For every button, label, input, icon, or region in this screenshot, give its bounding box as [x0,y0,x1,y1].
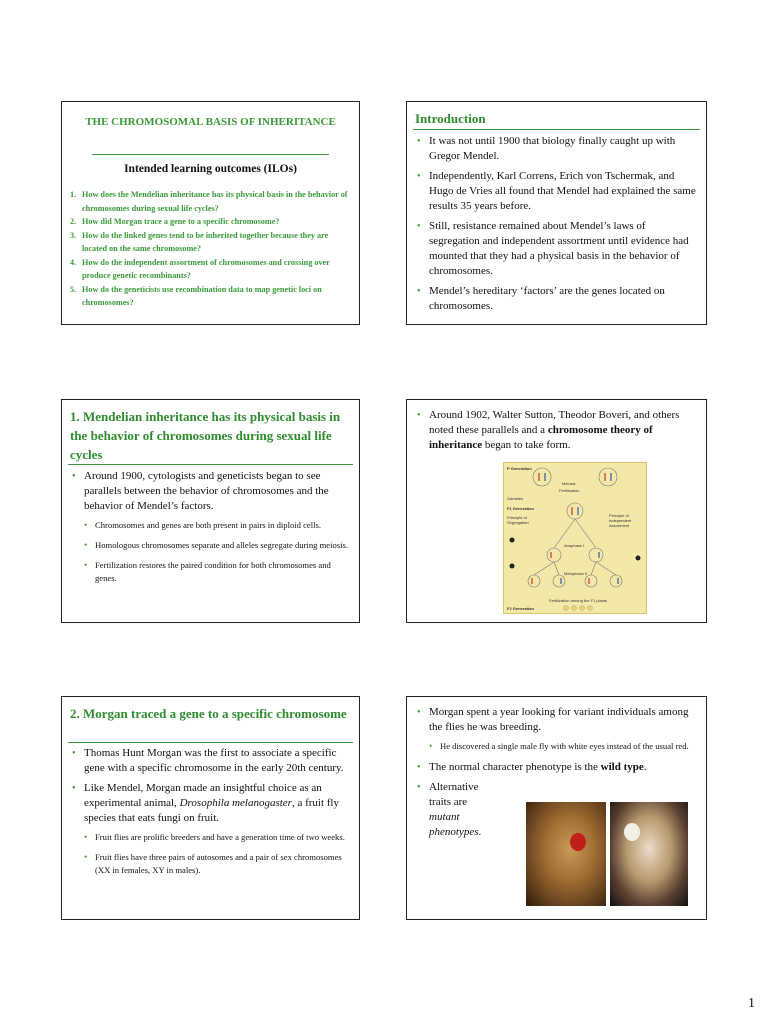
ilo-heading: Intended learning outcomes (ILOs) [124,163,297,175]
diagram-label: Gametes [507,496,524,501]
list-item: • Fruit flies are prolific breeders and have a generation time of two weeks. [84,831,351,844]
list-item: • Around 1900, cytologists and geneticists began to see parallels between the behavior of chromosomes and the behavior of Mendel’s factors. • Chromosomes and genes are both present in pairs in diploid cells. • Homologous chromosomes separate and alleles segregate during meiosis. • Fertilization restores the paired condition for both chromosomes and genes. [72,469,351,585]
diagram-label: Anaphase I [564,543,585,548]
slide-title: 2. Morgan traced a gene to a specific chromosome [70,706,347,721]
list-item: • Homologous chromosomes separate and alleles segregate during meiosis. [84,539,351,552]
divider [92,154,329,155]
sub-list [84,831,351,877]
diagram-label: F2 Generation [507,606,534,611]
list-item: • Alternative traits are mutant phenotypes. [417,780,499,840]
list-item: • He discovered a single male fly with white eyes instead of the usual red. [429,740,698,753]
diagram-label: F1 Generation [507,506,534,511]
slide-title: 1. Mendelian inheritance has its physical basis in the behavior of chromosomes during sexual life cycles [70,409,341,462]
chromosome-theory-diagram [503,462,647,614]
sub-list [84,519,351,585]
bullet-list [417,134,698,319]
divider [413,129,700,130]
slide-ilo [61,101,360,325]
list-item: • Mendel’s hereditary ‘factors’ are the genes located on chromosomes. [417,284,698,314]
bullet-list [72,746,351,884]
list-item: 2. How did Morgan trace a gene to a specific chromosome? [70,217,280,226]
list-item: • Still, resistance remained about Mendel’s laws of segregation and independent assortment until evidence had mounted that they had a physical basis in the behavior of chromosomes. [417,219,698,279]
list-item: • Independently, Karl Correns, Erich von Tschermak, and Hugo de Vries all found that Mendel had explained the same results 35 years before. [417,169,698,214]
divider [68,742,353,743]
diagram-label: Fertilization among the F1 plants [549,598,608,603]
list-item: 3. How do the linked genes tend to be inherited together because they are located on the same chromosome? [70,230,329,253]
slide-wild-type [406,696,707,920]
red-eyed-fly-photo [526,802,606,906]
ilo-list [70,188,353,310]
list-item: 1. How does the Mendelian inheritance has its physical basis in the behavior of chromosomes during sexual life cycles? [70,190,348,213]
slide-mendelian-basis [61,399,360,623]
list-item: • Thomas Hunt Morgan was the first to associate a specific gene with a specific chromosome in the early 20th century. [72,746,351,776]
page-number: 1 [748,996,755,1011]
sub-list [429,740,698,753]
slide-title: Introduction [415,111,486,126]
divider [68,464,353,465]
diagram-label: Principle of Segregation [507,515,529,525]
list-item: • The normal character phenotype is the wild type. [417,760,698,775]
list-item: • Around 1902, Walter Sutton, Theodor Boveri, and others noted these parallels and a chromosome theory of inheritance began to take form. [417,408,698,453]
diagram-artwork [504,463,646,613]
list-item: • Like Mendel, Morgan made an insightful choice as an experimental animal, Drosophila melanogaster, a fruit fly species that eats fungi on fruit. • Fruit flies are prolific breeders and have a generation time of two weeks. • Fruit flies have three pairs of autosomes and a pair of sex chromosomes (XX in females, XY in males). [72,781,351,877]
diagram-label: Metaphase II [564,571,588,576]
diagram-label: Meiosis [562,481,576,486]
list-item: 5. How do the geneticists use recombination data to map genetic loci on chromosomes? [70,284,322,307]
bullet-list [72,469,351,592]
diagram-label: P Generation [507,466,532,471]
list-item: • Fruit flies have three pairs of autosomes and a pair of sex chromosomes (XX in females, XY in males). [84,851,351,877]
list-item: • Chromosomes and genes are both present in pairs in diploid cells. [84,519,351,532]
list-item: • It was not until 1900 that biology finally caught up with Gregor Mendel. [417,134,698,164]
slide-chromosome-theory [406,399,707,623]
list-item: 4. How do the independent assortment of chromosomes and crossing over produce genetic recombinants? [70,257,330,280]
slide-introduction [406,101,707,325]
white-eyed-fly-photo [610,802,688,906]
list-item: • Morgan spent a year looking for variant individuals among the flies he was breeding. • He discovered a single male fly with white eyes instead of the usual red. [417,705,698,753]
diagram-label: Fertilization [559,488,580,493]
bullet-list [417,408,698,458]
diagram-label: Principle of Independent Assortment [609,513,632,528]
slide-morgan [61,696,360,920]
list-item: • Fertilization restores the paired condition for both chromosomes and genes. [84,559,351,585]
slide-title: THE CHROMOSOMAL BASIS OF INHERITANCE [85,116,336,128]
